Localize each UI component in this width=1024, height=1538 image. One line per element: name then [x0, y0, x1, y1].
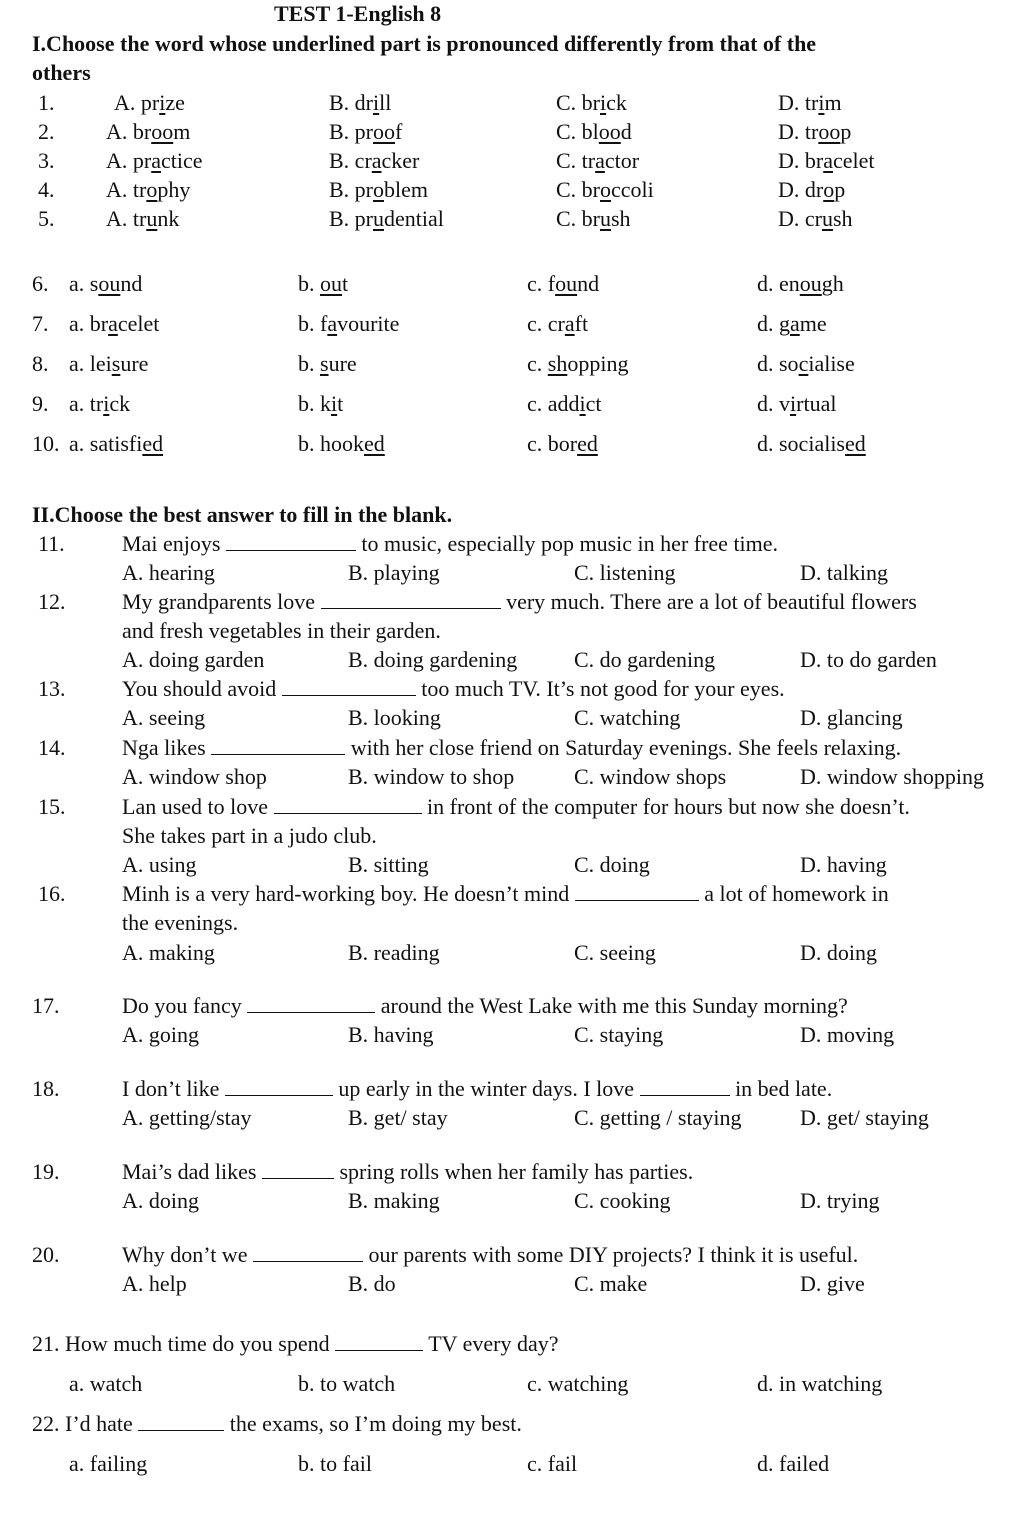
q14-option-c: C. window shops — [574, 764, 727, 789]
q19-stem: Mai’s dad likes spring rolls when her family has parties. — [122, 1159, 694, 1184]
q17-blank[interactable] — [247, 994, 375, 1013]
q3-number: 3. — [38, 148, 55, 173]
q5-option-d: D. crush — [778, 206, 853, 231]
q4-number: 4. — [38, 177, 55, 202]
q12-stem: My grandparents love very much. There are a lot of beautiful flowers — [122, 589, 917, 614]
q12-option-c: C. do gardening — [574, 647, 716, 672]
q22-option-b: b. to fail — [298, 1451, 372, 1476]
q1-option-c: C. brick — [556, 90, 627, 115]
q6-option-a: a. sound — [69, 271, 143, 296]
q7-number: 7. — [32, 311, 49, 336]
q17-option-a: A. going — [122, 1022, 199, 1047]
q10-option-d: d. socialised — [757, 431, 866, 456]
q11-option-b: B. playing — [348, 560, 440, 585]
q12-option-d: D. to do garden — [800, 647, 937, 672]
q15-stem: Lan used to love in front of the computer for hours but now she doesn’t. — [122, 794, 910, 819]
q4-option-a: A. trophy — [106, 177, 191, 202]
q1-option-d: D. trim — [778, 90, 842, 115]
q19-option-a: A. doing — [122, 1188, 199, 1213]
q13-option-a: A. seeing — [122, 705, 206, 730]
q4-option-d: D. drop — [778, 177, 846, 202]
q16-option-d: D. doing — [800, 940, 877, 965]
q14-option-a: A. window shop — [122, 764, 267, 789]
q8-number: 8. — [32, 351, 49, 376]
q21-option-c: c. watching — [527, 1371, 629, 1396]
q15-number: 15. — [38, 794, 66, 819]
q10-option-b: b. hooked — [298, 431, 385, 456]
q6-option-c: c. found — [527, 271, 600, 296]
q19-option-b: B. making — [348, 1188, 440, 1213]
q21-blank[interactable] — [335, 1332, 423, 1351]
q14-option-b: B. window to shop — [348, 764, 515, 789]
q16-stem: Minh is a very hard-working boy. He doesn’t mind a lot of homework in — [122, 881, 889, 906]
q19-number: 19. — [32, 1159, 60, 1184]
q7-option-a: a. bracelet — [69, 311, 160, 336]
q18-stem: I don’t like up early in the winter days. I love in bed late. — [122, 1076, 833, 1101]
q11-option-c: C. listening — [574, 560, 676, 585]
q1-option-b: B. drill — [329, 90, 392, 115]
q21-option-a: a. watch — [69, 1371, 143, 1396]
q19-option-d: D. trying — [800, 1188, 880, 1213]
q1-number: 1. — [38, 90, 55, 115]
q13-stem: You should avoid too much TV. It’s not good for your eyes. — [122, 676, 785, 701]
q18-option-a: A. getting/stay — [122, 1105, 252, 1130]
q22-stem: 22. I’d hate the exams, so I’m doing my best. — [32, 1411, 522, 1436]
q21-option-b: b. to watch — [298, 1371, 396, 1396]
q9-option-b: b. kit — [298, 391, 344, 416]
q16-option-a: A. making — [122, 940, 215, 965]
q16-number: 16. — [38, 881, 66, 906]
q22-option-c: c. fail — [527, 1451, 578, 1476]
q12-number: 12. — [38, 589, 66, 614]
q9-option-c: c. addict — [527, 391, 602, 416]
q16-option-b: B. reading — [348, 940, 440, 965]
section1-heading-line1: I.Choose the word whose underlined part is pronounced differently from that of the — [32, 31, 817, 56]
q17-option-c: C. staying — [574, 1022, 664, 1047]
q13-number: 13. — [38, 676, 66, 701]
section1-heading-line2: others — [32, 60, 91, 85]
q3-option-a: A. practice — [106, 148, 203, 173]
q4-option-c: C. broccoli — [556, 177, 654, 202]
q16-option-c: C. seeing — [574, 940, 656, 965]
q7-option-d: d. game — [757, 311, 827, 336]
q3-option-b: B. cracker — [329, 148, 420, 173]
q19-blank[interactable] — [262, 1160, 334, 1179]
q20-option-b: B. do — [348, 1271, 396, 1296]
q13-blank[interactable] — [282, 677, 416, 696]
q10-option-a: a. satisfied — [69, 431, 164, 456]
q22-option-a: a. failing — [69, 1451, 148, 1476]
q3-option-d: D. bracelet — [778, 148, 875, 173]
q2-number: 2. — [38, 119, 55, 144]
q5-option-c: C. brush — [556, 206, 631, 231]
q20-number: 20. — [32, 1242, 60, 1267]
section2-heading: II.Choose the best answer to fill in the blank. — [32, 502, 453, 527]
q21-stem: 21. How much time do you spend TV every day? — [32, 1331, 559, 1356]
q7-option-b: b. favourite — [298, 311, 400, 336]
q17-stem: Do you fancy around the West Lake with me this Sunday morning? — [122, 993, 848, 1018]
q8-option-b: b. sure — [298, 351, 357, 376]
q1-option-a: A. prize — [114, 90, 185, 115]
q15-option-a: A. using — [122, 852, 197, 877]
q20-option-c: C. make — [574, 1271, 648, 1296]
q11-option-d: D. talking — [800, 560, 888, 585]
q20-blank[interactable] — [253, 1243, 363, 1262]
q20-option-d: D. give — [800, 1271, 865, 1296]
q13-option-b: B. looking — [348, 705, 441, 730]
page-title: TEST 1-English 8 — [274, 1, 442, 26]
q11-option-a: A. hearing — [122, 560, 215, 585]
q14-stem: Nga likes with her close friend on Saturday evenings. She feels relaxing. — [122, 735, 902, 760]
q10-option-c: c. bored — [527, 431, 598, 456]
q5-option-b: B. prudential — [329, 206, 444, 231]
q8-option-d: d. socialise — [757, 351, 855, 376]
q6-number: 6. — [32, 271, 49, 296]
q14-number: 14. — [38, 735, 66, 760]
q18-blank-1[interactable] — [225, 1077, 333, 1096]
q20-option-a: A. help — [122, 1271, 187, 1296]
q22-option-d: d. failed — [757, 1451, 830, 1476]
q15-blank[interactable] — [274, 795, 422, 814]
q20-stem: Why don’t we our parents with some DIY projects? I think it is useful. — [122, 1242, 859, 1267]
q3-option-c: C. tractor — [556, 148, 640, 173]
q19-option-c: C. cooking — [574, 1188, 671, 1213]
q2-option-d: D. troop — [778, 119, 852, 144]
q18-number: 18. — [32, 1076, 60, 1101]
q18-blank-2[interactable] — [640, 1077, 730, 1096]
q12-blank[interactable] — [321, 590, 501, 609]
q9-option-d: d. virtual — [757, 391, 837, 416]
q13-option-c: C. watching — [574, 705, 681, 730]
q2-option-c: C. blood — [556, 119, 632, 144]
q15-option-c: C. doing — [574, 852, 650, 877]
q15-option-b: B. sitting — [348, 852, 429, 877]
q14-blank[interactable] — [211, 736, 345, 755]
q8-option-c: c. shopping — [527, 351, 629, 376]
q16-stem-cont: the evenings. — [122, 910, 239, 935]
q12-option-a: A. doing garden — [122, 647, 265, 672]
q21-option-d: d. in watching — [757, 1371, 883, 1396]
q2-option-b: B. proof — [329, 119, 403, 144]
q17-option-b: B. having — [348, 1022, 434, 1047]
q18-option-d: D. get/ staying — [800, 1105, 929, 1130]
q15-stem-cont: She takes part in a judo club. — [122, 823, 377, 848]
q18-option-b: B. get/ stay — [348, 1105, 448, 1130]
q6-option-b: b. out — [298, 271, 349, 296]
q5-option-a: A. trunk — [106, 206, 180, 231]
q17-option-d: D. moving — [800, 1022, 895, 1047]
q18-option-c: C. getting / staying — [574, 1105, 742, 1130]
q11-blank[interactable] — [226, 532, 356, 551]
q22-blank[interactable] — [138, 1412, 224, 1431]
q4-option-b: B. problem — [329, 177, 428, 202]
q13-option-d: D. glancing — [800, 705, 903, 730]
q6-option-d: d. enough — [757, 271, 844, 296]
q11-number: 11. — [38, 531, 65, 556]
q5-number: 5. — [38, 206, 55, 231]
q2-option-a: A. broom — [106, 119, 191, 144]
q9-option-a: a. trick — [69, 391, 131, 416]
q8-option-a: a. leisure — [69, 351, 149, 376]
q12-option-b: B. doing gardening — [348, 647, 518, 672]
q7-option-c: c. craft — [527, 311, 589, 336]
q12-stem-cont: and fresh vegetables in their garden. — [122, 618, 441, 643]
q14-option-d: D. window shopping — [800, 764, 984, 789]
q9-number: 9. — [32, 391, 49, 416]
q11-stem: Mai enjoys to music, especially pop music in her free time. — [122, 531, 779, 556]
q15-option-d: D. having — [800, 852, 887, 877]
q17-number: 17. — [32, 993, 60, 1018]
q16-blank[interactable] — [575, 882, 699, 901]
q10-number: 10. — [32, 431, 60, 456]
